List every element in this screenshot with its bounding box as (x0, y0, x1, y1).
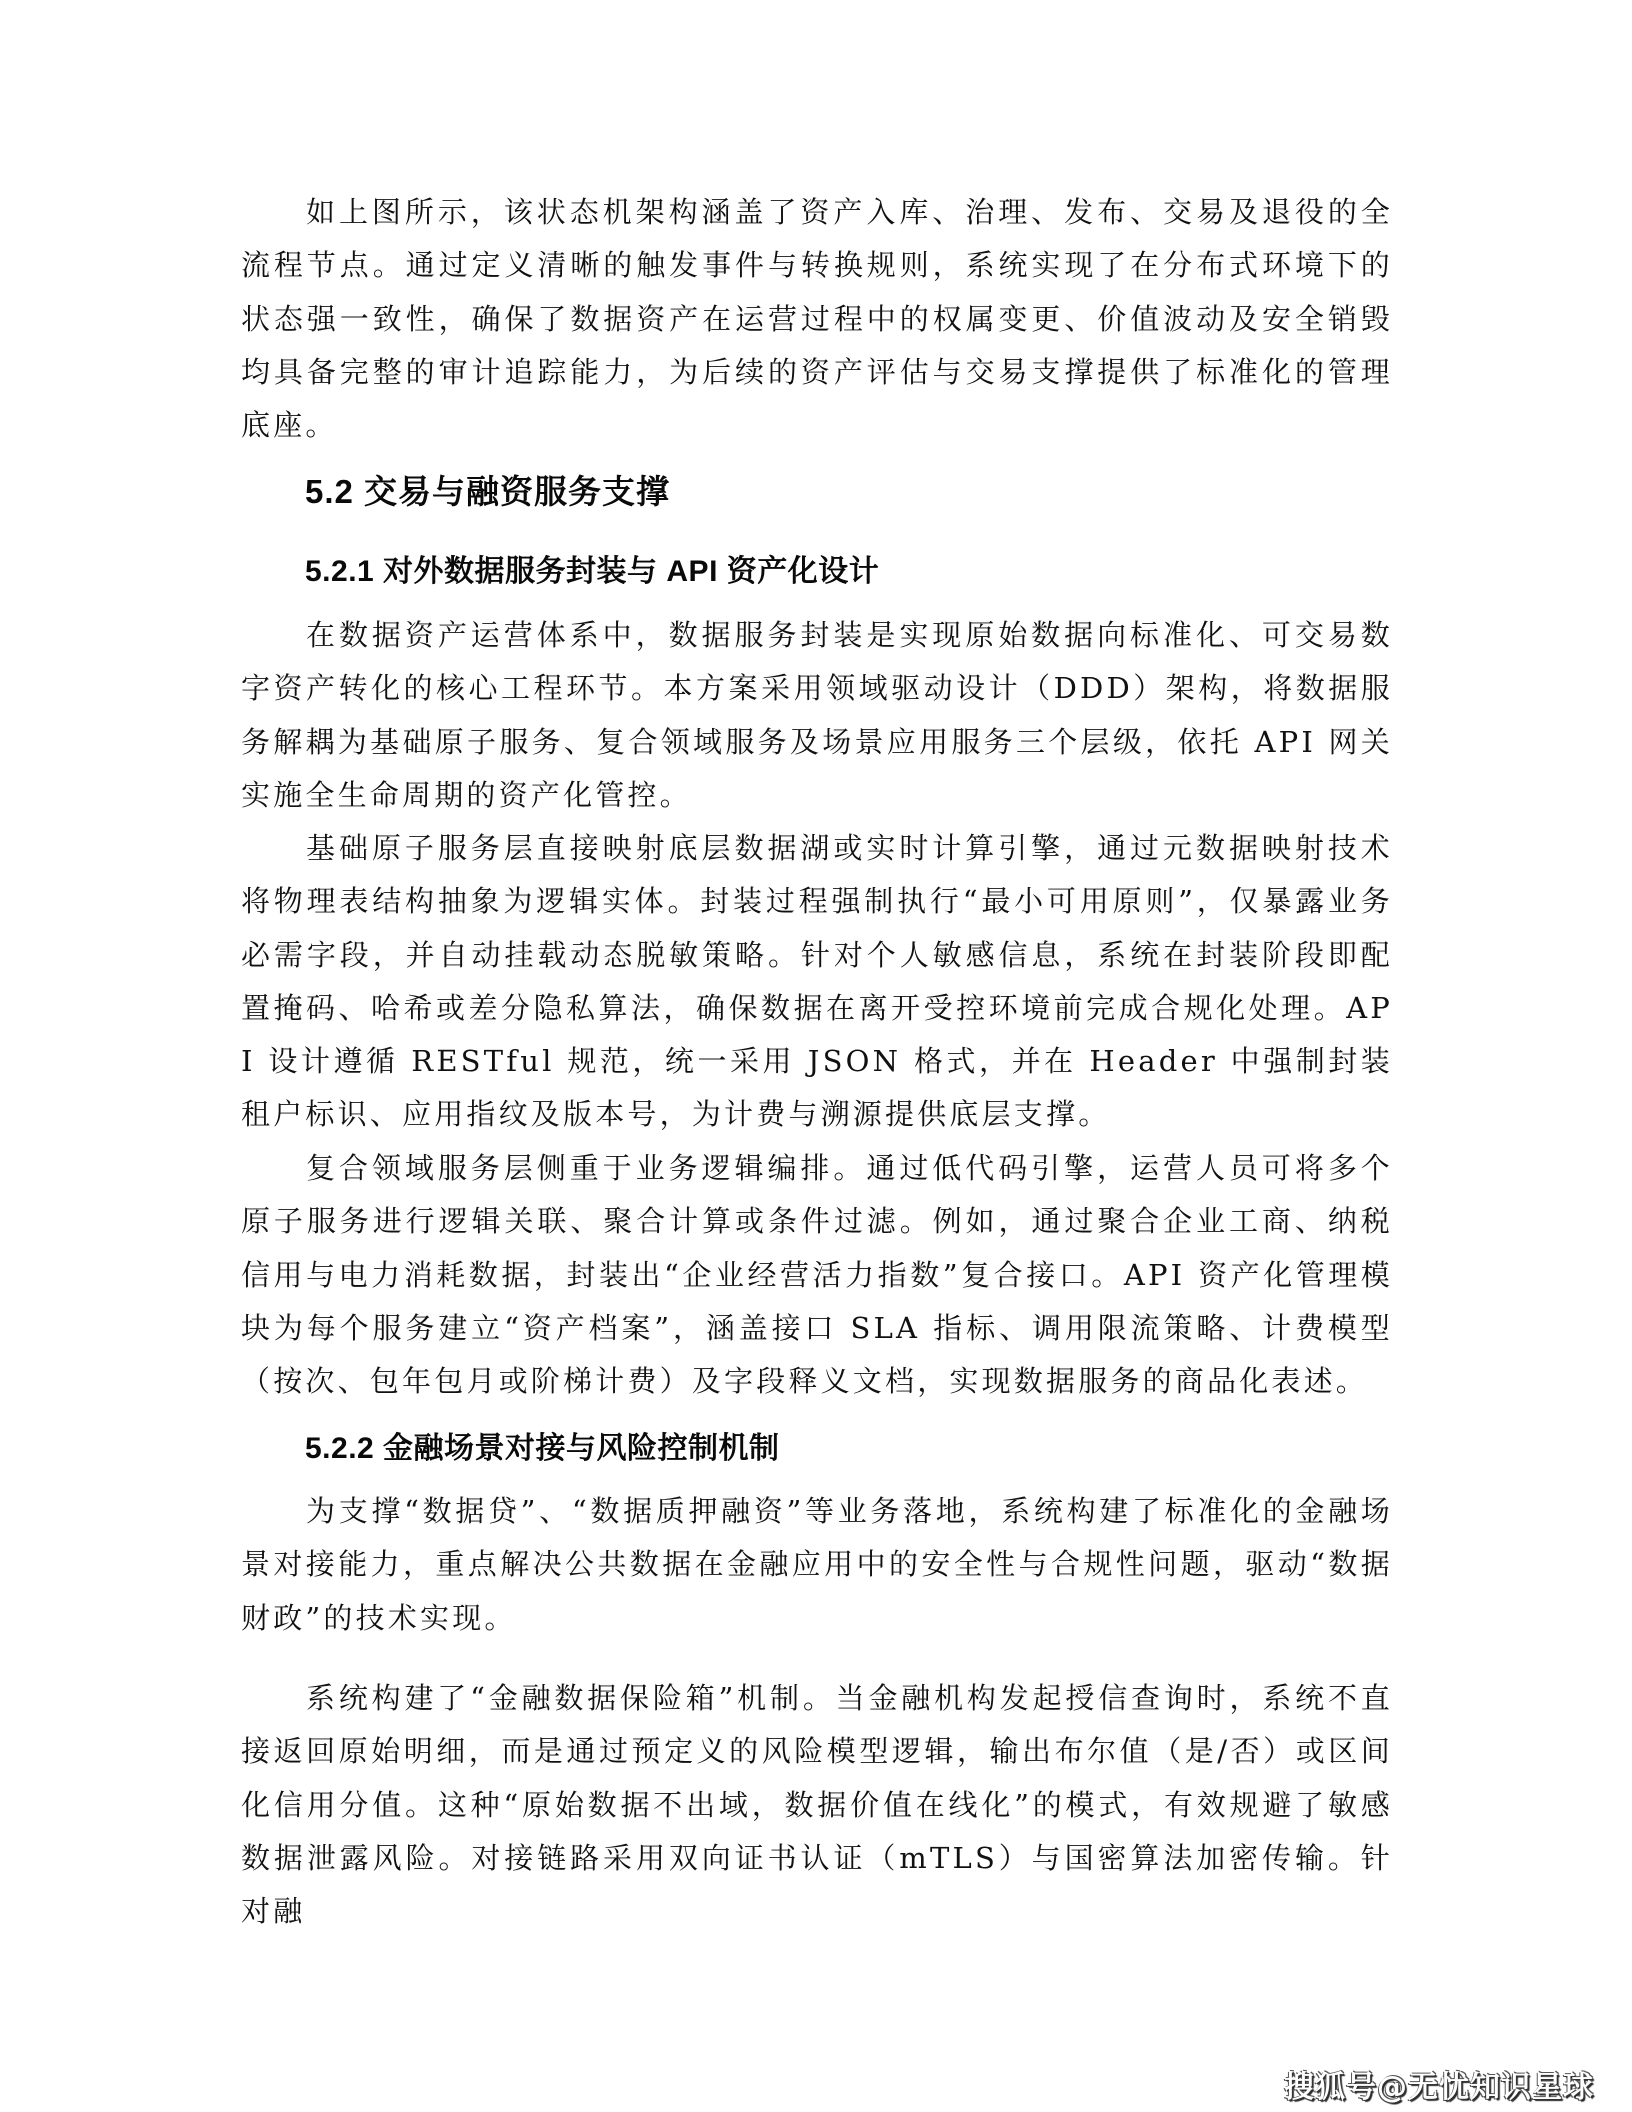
watermark: 搜狐号@无忧知识星球 (1284, 2070, 1594, 2105)
section-heading-5-2-1: 5.2.1 对外数据服务封装与 API 资产化设计 (305, 555, 880, 588)
section-heading-5-2: 5.2 交易与融资服务支撑 (305, 473, 671, 510)
section-5-2-1-paragraph-3: 复合领域服务层侧重于业务逻辑编排。通过低代码引擎，运营人员可将多个原子服务进行逻辑关联、聚合计算或条件过滤。例如，通过聚合企业工商、纳税信用与电力消耗数据，封装出“企业经营活力指数”复合接口。API 资产化管理模块为每个服务建立“资产档案”，涵盖接口 SLA 指标、调用限流策略、计费模型（按次、包年包月或阶梯计费）及字段释义文档，实现数据服务的商品化表述。 (241, 1151, 1393, 1399)
section-5-2-2-paragraph-1: 为支撑“数据贷”、“数据质押融资”等业务落地，系统构建了标准化的金融场景对接能力，重点解决公共数据在金融应用中的安全性与合规性问题，驱动“数据财政”的技术实现。 (241, 1494, 1393, 1635)
intro-paragraph: 如上图所示，该状态机架构涵盖了资产入库、治理、发布、交易及退役的全流程节点。通过定义清晰的触发事件与转换规则，系统实现了在分布式环境下的状态强一致性，确保了数据资产在运营过程中的权属变更、价值波动及安全销毁均具备完整的审计追踪能力，为后续的资产评估与交易支撑提供了标准化的管理底座。 (241, 195, 1393, 443)
section-5-2-2-paragraph-2: 系统构建了“金融数据保险箱”机制。当金融机构发起授信查询时，系统不直接返回原始明细，而是通过预定义的风险模型逻辑，输出布尔值（是/否）或区间化信用分值。这种“原始数据不出域，数据价值在线化”的模式，有效规避了敏感数据泄露风险。对接链路采用双向证书认证（mTLS）与国密算法加密传输。针对融 (241, 1681, 1393, 1929)
section-heading-5-2-2: 5.2.2 金融场景对接与风险控制机制 (305, 1432, 780, 1465)
section-5-2-1-paragraph-1: 在数据资产运营体系中，数据服务封装是实现原始数据向标准化、可交易数字资产转化的核心工程环节。本方案采用领域驱动设计（DDD）架构，将数据服务解耦为基础原子服务、复合领域服务及场景应用服务三个层级，依托 API 网关实施全生命周期的资产化管控。 (241, 618, 1393, 812)
section-5-2-1-paragraph-2: 基础原子服务层直接映射底层数据湖或实时计算引擎，通过元数据映射技术将物理表结构抽象为逻辑实体。封装过程强制执行“最小可用原则”，仅暴露业务必需字段，并自动挂载动态脱敏策略。针对个人敏感信息，系统在封装阶段即配置掩码、哈希或差分隐私算法，确保数据在离开受控环境前完成合规化处理。API 设计遵循 RESTful 规范，统一采用 JSON 格式，并在 Header 中强制封装租户标识、应用指纹及版本号，为计费与溯源提供底层支撑。 (241, 831, 1393, 1132)
